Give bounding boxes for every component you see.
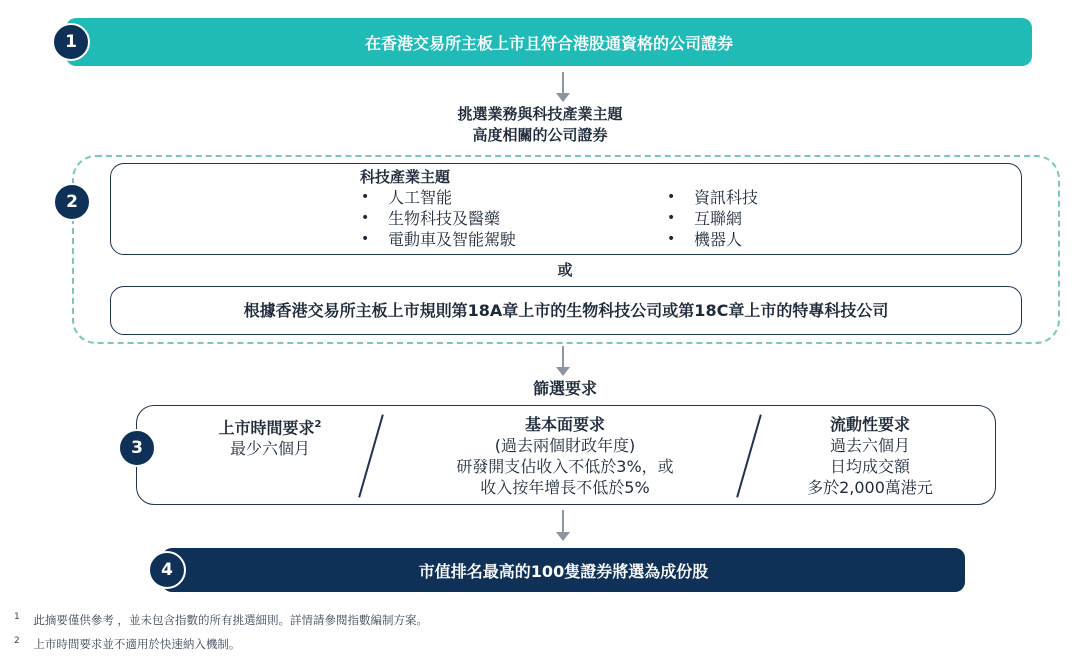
listing-time-column xyxy=(180,414,360,459)
theme-item: • 資訊科技 xyxy=(664,187,758,208)
alt-criteria-text: 根據香港交易所主板上市規則第18A章上市的生物科技公司或第18C章上市的特專科技公司 xyxy=(243,301,889,320)
arrow-down-icon xyxy=(556,346,570,376)
liquidity-title: 流動性要求 xyxy=(829,415,910,434)
selection-label-line1: 挑選業務與科技產業主題 xyxy=(457,105,623,123)
liquidity-line: 過去六個月 xyxy=(829,436,910,455)
theme-title: 科技產業主題 xyxy=(360,168,451,186)
liquidity-column xyxy=(770,414,970,498)
footnote-text: 上市時間要求並不適用於快速納入機制。 xyxy=(33,637,241,651)
footnote-mark: 1 xyxy=(14,612,20,623)
liquidity-line: 多於2,000萬港元 xyxy=(807,478,933,497)
step1-number-badge: 1 xyxy=(52,23,90,61)
selection-label-line2: 高度相關的公司證券 xyxy=(472,126,608,144)
fundamental-line: 研發開支佔收入不低於3%，或 xyxy=(456,457,674,476)
step1-bar xyxy=(66,18,1032,66)
footnote-mark: 2 xyxy=(14,636,20,647)
alt-criteria-box xyxy=(110,286,1022,335)
theme-item: • 互聯網 xyxy=(664,208,758,229)
arrow-down-icon xyxy=(556,510,570,542)
theme-item: • 生物科技及醫藥 xyxy=(358,208,516,229)
fundamental-line: (過去兩個財政年度) xyxy=(494,436,636,455)
listing-time-value: 最少六個月 xyxy=(229,439,310,459)
theme-box xyxy=(110,163,1022,255)
listing-time-footnote-mark: 2 xyxy=(314,419,322,430)
or-label: 或 xyxy=(557,261,573,279)
footnote xyxy=(14,612,428,628)
step4-bar xyxy=(162,548,965,592)
selection-label xyxy=(340,104,740,146)
fundamental-column xyxy=(410,414,720,498)
liquidity-line: 日均成交額 xyxy=(829,457,910,476)
step2-number-badge: 2 xyxy=(53,183,91,221)
step4-text: 市值排名最高的100隻證券將選為成份股 xyxy=(418,561,709,581)
screening-label: 篩選要求 xyxy=(532,379,597,398)
fundamental-line: 收入按年增長不低於5% xyxy=(480,478,650,497)
theme-item: • 電動車及智能駕駛 xyxy=(358,229,516,250)
step4-number-badge: 4 xyxy=(148,551,186,589)
footnote xyxy=(14,636,240,652)
theme-list-right xyxy=(664,187,758,250)
theme-item: • 機器人 xyxy=(664,229,758,250)
listing-time-title: 上市時間要求 xyxy=(218,418,315,438)
step1-text: 在香港交易所主板上市且符合港股通資格的公司證券 xyxy=(364,33,733,53)
step3-number-badge: 3 xyxy=(118,429,156,467)
theme-item: • 人工智能 xyxy=(358,187,516,208)
footnote-text: 此摘要僅供參考 ，並未包含指數的所有挑選細則。詳情請參閱指數編制方案。 xyxy=(33,613,429,627)
arrow-down-icon xyxy=(556,72,570,102)
fundamental-title: 基本面要求 xyxy=(524,415,605,434)
theme-list-left xyxy=(358,187,516,250)
